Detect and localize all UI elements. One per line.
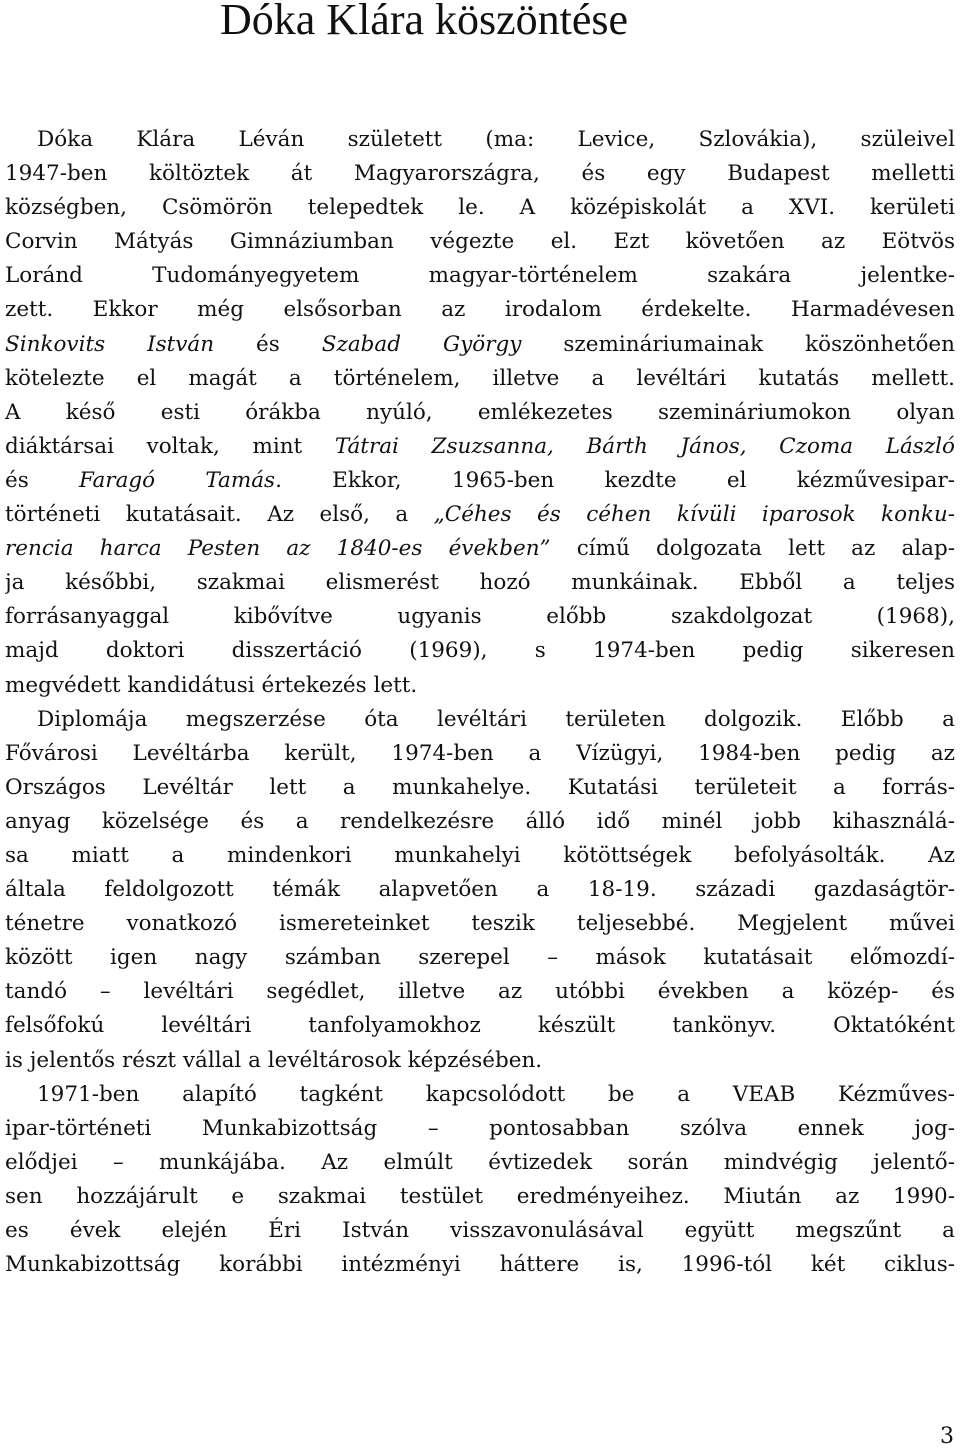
italic-work-title: „Céhes és céhen kívüli iparosok konku-	[433, 502, 955, 528]
text-line: felsőfokú levéltári tanfolyamokhoz készült tankönyv. Oktatóként	[5, 1013, 955, 1039]
italic-name: Faragó Tamás	[79, 467, 276, 493]
text-line: anyag közelsége és a rendelkezésre álló idő minél jobb kihasználá-	[5, 808, 955, 834]
text-line: ipar-történeti Munkabizottság – pontosabban szólva ennek jog-	[5, 1115, 955, 1141]
text-line	[5, 532, 955, 566]
text-line: 1947-ben költöztek át Magyarországra, és egy Budapest melletti	[5, 161, 955, 187]
text-line: sa miatt a mindenkori munkahelyi kötöttségek befolyásolták. Az	[5, 842, 955, 868]
text-line: Fővárosi Levéltárba került, 1974-ben a Vízügyi, 1984-ben pedig az	[5, 740, 955, 766]
text-line: Corvin Mátyás Gimnáziumban végezte el. Ezt követően az Eötvös	[5, 229, 955, 255]
text-run: . Ekkor, 1965-ben kezdte el kézművesipar-	[275, 467, 955, 493]
text-line: Dóka Klára Léván született (ma: Levice, Szlovákia), szüleivel	[37, 127, 955, 152]
text-run: és	[214, 331, 322, 357]
text-run: szemináriumainak köszönhetően	[521, 331, 955, 357]
text-run: történeti kutatásait. Az első, a	[5, 502, 434, 528]
text-line: forrásanyaggal kibővítve ugyanis előbb szakdolgozat (1968),	[5, 604, 955, 630]
text-line: között igen nagy számban szerepel – mások kutatásait előmozdí-	[5, 945, 955, 971]
text-line: megvédett kandidátusi értekezés lett.	[5, 672, 418, 698]
page-title: Dóka Klára köszöntése	[220, 0, 629, 44]
text-line: 1971-ben alapító tagként kapcsolódott be a VEAB Kézműves-	[37, 1081, 955, 1107]
text-line: Munkabizottság korábbi intézményi háttere is, 1996-tól két ciklus-	[5, 1252, 955, 1278]
text-line: es évek elején Éri István visszavonulásával együtt megszűnt a	[5, 1218, 955, 1243]
italic-name: Sinkovits István	[5, 331, 215, 357]
text-line: általa feldolgozott témák alapvetően a 18-19. századi gazdaságtör-	[5, 877, 955, 903]
text-line: tandó – levéltári segédlet, illetve az utóbbi években a közép- és	[5, 979, 955, 1005]
text-line: Diplomája megszerzése óta levéltári területen dolgozik. Előbb a	[37, 706, 955, 732]
text-line	[5, 498, 955, 532]
text-line	[5, 328, 955, 362]
text-line: kötelezte el magát a történelem, illetve a levéltári kutatás mellett.	[5, 365, 955, 391]
text-line: ja későbbi, szakmai elismerést hozó munkáinak. Ebből a teljes	[5, 570, 955, 596]
page-number: 3	[940, 1424, 954, 1449]
body-text	[5, 123, 955, 1282]
text-line	[5, 430, 955, 464]
text-line: is jelentős részt vállal a levéltárosok képzésében.	[5, 1047, 543, 1073]
text-line: A késő esti órákba nyúló, emlékezetes szemináriumokon olyan	[5, 399, 955, 425]
text-line: ténetre vonatkozó ismereteinket teszik teljesebbé. Megjelent művei	[5, 911, 955, 937]
text-line: községben, Csömörön telepedtek le. A középiskolát a XVI. kerületi	[5, 195, 955, 221]
text-line: sen hozzájárult e szakmai testület eredményeihez. Miután az 1990-	[5, 1183, 955, 1209]
text-run: című dolgozata lett az alap-	[550, 536, 955, 562]
text-line: elődjei – munkájába. Az elmúlt évtizedek során mindvégig jelentő-	[5, 1149, 955, 1175]
text-line: Országos Levéltár lett a munkahelye. Kutatási területeit a forrás-	[5, 774, 955, 800]
italic-name: Szabad György	[321, 331, 522, 357]
text-run: és	[5, 467, 80, 493]
italic-names: Tátrai Zsuzsanna, Bárth János, Czoma László	[334, 433, 955, 459]
text-line: zett. Ekkor még elsősorban az irodalom érdekelte. Harmadévesen	[5, 297, 955, 323]
italic-work-title: rencia harca Pesten az 1840-es években”	[5, 536, 551, 562]
text-line: Loránd Tudományegyetem magyar-történelem szakára jelentke-	[5, 263, 955, 289]
text-line	[5, 464, 955, 498]
text-run: diáktársai voltak, mint	[5, 433, 335, 459]
text-line: majd doktori disszertáció (1969), s 1974-ben pedig sikeresen	[5, 638, 955, 664]
